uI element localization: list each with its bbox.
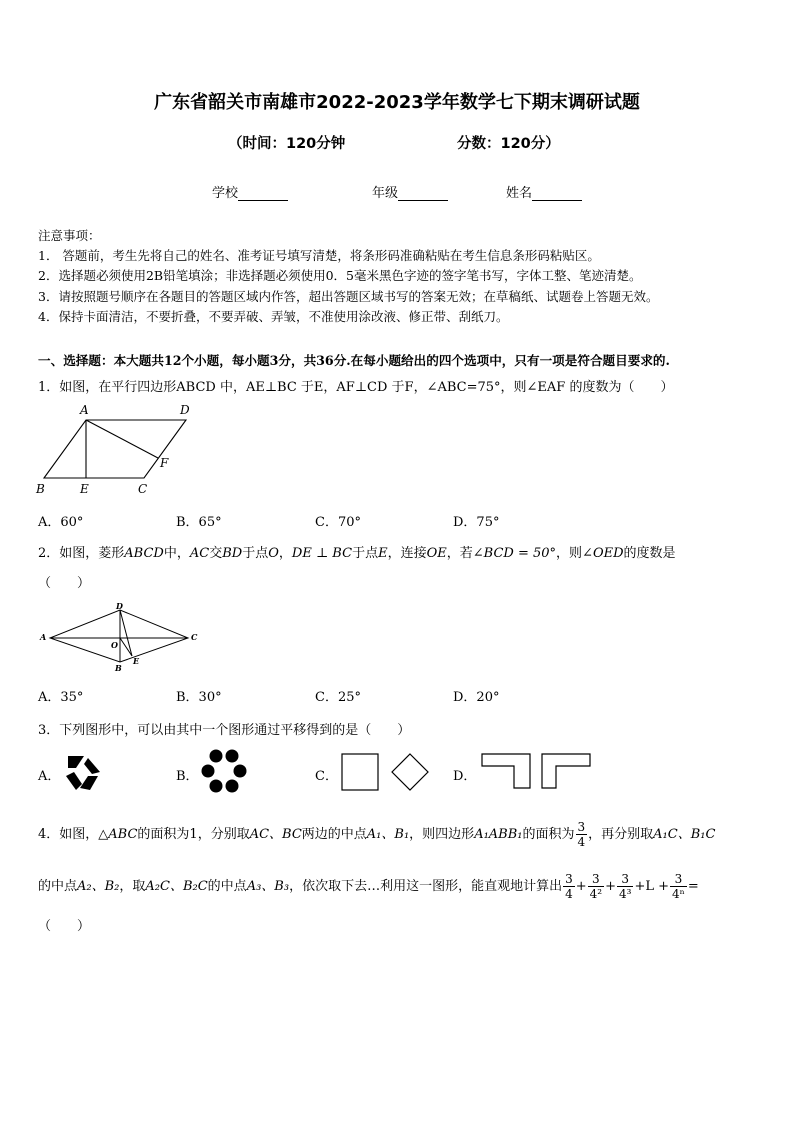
q3-option-b: B．: [176, 769, 199, 784]
page-title: 广东省韶关市南雄市2022-2023学年数学七下期末调研试题: [154, 92, 640, 113]
q2-option-a: A．35°: [38, 690, 84, 705]
option-a-triangle-shape: [62, 752, 106, 794]
question-2-text: 2．如图，菱形ABCD中，AC交BD于点O，DE ⊥ BC于点E，连接OE，若∠BCD = 50°，则∠OED的度数是: [38, 546, 676, 561]
label-d: D: [116, 601, 123, 611]
school-field: 学校: [212, 182, 288, 201]
label-e: E: [133, 656, 140, 666]
q3-option-a: A．: [38, 769, 61, 784]
option-b-hexagon-shape: [200, 748, 248, 794]
fraction: $\frac{3}{\text{4ⁿ}}$: [672, 872, 685, 901]
label-b: B: [115, 663, 122, 673]
label-d: D: [180, 403, 190, 417]
fraction: $\frac{3}{4}$: [577, 820, 586, 849]
note-item: 1． 答题前，考生先将自己的姓名、准考证号填写清楚，将条形码准确粘贴在考生信息条形码粘贴区。: [38, 248, 600, 263]
option-c-square-shape: [340, 752, 432, 794]
question-2-paren: （ ）: [38, 576, 91, 591]
time-label: （时间：120分钟: [228, 136, 346, 152]
parallelogram-figure: [34, 400, 204, 500]
question-3-text: 3．下列图形中，可以由其中一个图形通过平移得到的是（ ）: [38, 723, 411, 738]
label-c: C: [191, 632, 198, 642]
label-o: O: [111, 640, 118, 650]
question-4-line-1: 4．如图，△ABC的面积为1，分别取AC、BC两边的中点A₁、B₁，则四边形A₁ABB₁的面积为 $\frac{3}{4}$ ，再分别取A₁C、B₁C: [38, 820, 716, 849]
q2-option-d: D．20°: [453, 690, 500, 705]
note-item: 3．请按照题号顺序在各题目的答题区域内作答，超出答题区域书写的答案无效；在草稿纸、试题卷上答题无效。: [38, 289, 659, 304]
fraction: $\frac{3}{\text{4³}}$: [618, 872, 632, 901]
label-a: A: [40, 632, 47, 642]
q2-option-c: C．25°: [315, 690, 361, 705]
grade-blank: [398, 187, 448, 201]
option-d-l-shape: [480, 752, 592, 794]
grade-field: 年级: [372, 182, 448, 201]
q1-option-d: D．75°: [453, 515, 500, 530]
label-a: A: [80, 403, 89, 417]
label-b: B: [36, 482, 45, 496]
fraction: $\frac{3}{4}$: [565, 872, 573, 901]
name-field: 姓名: [506, 182, 582, 201]
rhombus-figure: [34, 600, 204, 676]
q1-option-c: C．70°: [315, 515, 361, 530]
score-label: 分数：120分）: [457, 136, 560, 152]
notes-heading: 注意事项：: [38, 228, 101, 243]
question-4-line-2: 的中点A₂、B₂，取A₂C、B₂C的中点A₃、B₃，依次取下去…利用这一图形，能直观地计算出 $\frac{3}{4}$ + $\frac{3}{\text{4²}}$ + $\frac{3}{\text{4³}}$ +L + $\frac{3}{\text{4ⁿ}}$ =: [38, 872, 699, 901]
note-item: 2．选择题必须使用2B铅笔填涂；非选择题必须使用0．5毫米黑色字迹的签字笔书写，字体工整、笔迹清楚。: [38, 268, 642, 283]
q1-option-b: B．65°: [176, 515, 222, 530]
section-heading: 一、选择题：本大题共12个小题，每小题3分，共36分.在每小题给出的四个选项中，只有一项是符合题目要求的.: [38, 353, 670, 368]
label-e: E: [80, 482, 89, 496]
school-blank: [238, 187, 288, 201]
label-c: C: [138, 482, 148, 496]
q2-option-b: B．30°: [176, 690, 222, 705]
name-blank: [532, 187, 582, 201]
note-item: 4．保持卡面清洁，不要折叠，不要弄破、弄皱，不准使用涂改液、修正带、刮纸刀。: [38, 309, 509, 324]
q3-option-d: D．: [453, 769, 477, 784]
fraction: $\frac{3}{\text{4²}}$: [589, 872, 603, 901]
question-4-paren: （ ）: [38, 919, 91, 934]
q3-option-c: C．: [315, 769, 338, 784]
question-1-text: 1．如图，在平行四边形ABCD 中，AE⊥BC 于E，AF⊥CD 于F，∠ABC=75°，则∠EAF 的度数为（ ）: [38, 380, 674, 395]
q1-option-a: A．60°: [38, 515, 84, 530]
label-f: F: [160, 456, 169, 470]
